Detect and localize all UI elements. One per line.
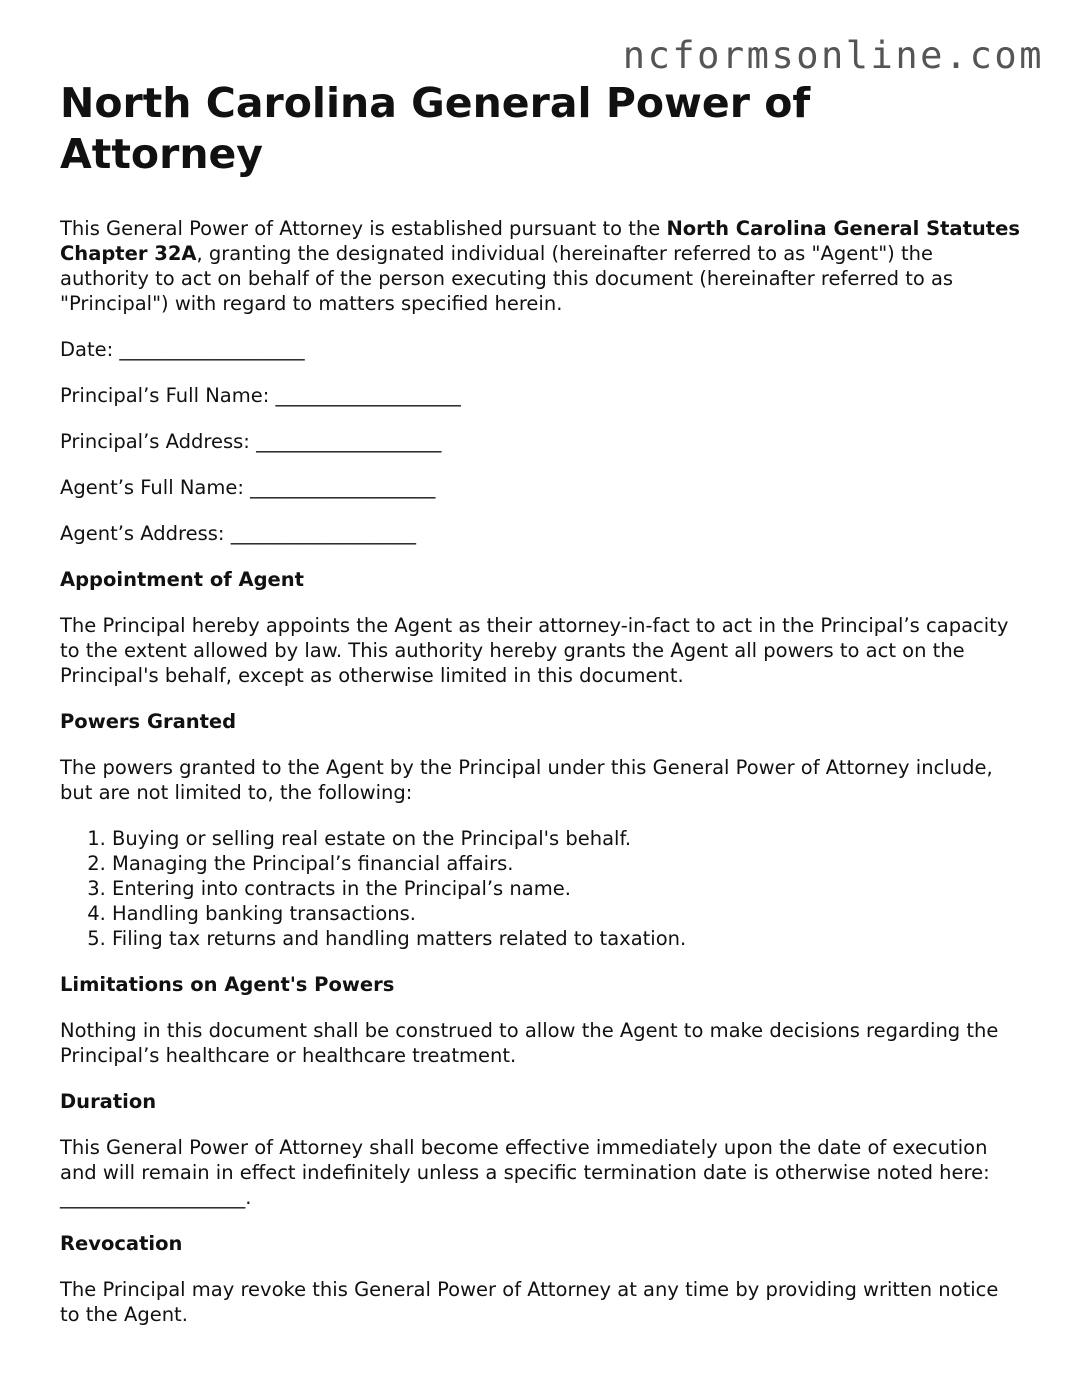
intro-text-end: , granting the designated individual (hereinafter referred to as "Agent") the authority to act on behalf of the person executing this document (hereinafter referred to as "Principal") with regard to matters specified herein. (60, 242, 954, 315)
revocation-body: The Principal may revoke this General Power of Attorney at any time by providing written notice to the Agent. (60, 1278, 999, 1326)
list-item: 1. Buying or selling real estate on the Principal's behalf. (112, 826, 1020, 851)
appointment-heading: Appointment of Agent (60, 568, 304, 591)
powers-heading: Powers Granted (60, 710, 237, 733)
date-field[interactable]: Date: ___________________ (60, 338, 305, 361)
intro-statute-reference: North Carolina General Statutes Chapter 32A (60, 217, 1020, 265)
intro-text-start: This General Power of Attorney is established pursuant to the (60, 217, 667, 240)
duration-heading: Duration (60, 1090, 157, 1113)
agent-address-field[interactable]: Agent’s Address: ___________________ (60, 522, 416, 545)
principal-name-field[interactable]: Principal’s Full Name: ___________________ (60, 384, 461, 407)
limitations-heading: Limitations on Agent's Powers (60, 973, 395, 996)
agent-name-field[interactable]: Agent’s Full Name: ___________________ (60, 476, 436, 499)
list-item: 2. Managing the Principal’s financial affairs. (112, 851, 1020, 876)
list-item: 3. Entering into contracts in the Principal’s name. (112, 876, 1020, 901)
revocation-heading: Revocation (60, 1232, 183, 1255)
watermark: ncformsonline.com (622, 34, 1044, 77)
powers-body: The powers granted to the Agent by the Principal under this General Power of Attorney include, but are not limited to, the following: (60, 756, 993, 804)
document-title: North Carolina General Power of Attorney (60, 79, 811, 178)
limitations-body: Nothing in this document shall be construed to allow the Agent to make decisions regarding the Principal’s healthcare or healthcare treatment. (60, 1019, 999, 1067)
appointment-body: The Principal hereby appoints the Agent as their attorney-in-fact to act in the Principal’s capacity to the extent allowed by law. This authority hereby grants the Agent all powers to act on the Principal's behalf, except as otherwise limited in this document. (60, 614, 1009, 687)
duration-body[interactable]: This General Power of Attorney shall become effective immediately upon the date of execution and will remain in effect indefinitely unless a specific termination date is otherwise noted here: ___________________. (60, 1136, 990, 1209)
principal-address-field[interactable]: Principal’s Address: ___________________ (60, 430, 442, 453)
list-item: 4. Handling banking transactions. (112, 901, 1020, 926)
powers-list (60, 826, 1020, 951)
intro-paragraph (60, 216, 1020, 316)
list-item: 5. Filing tax returns and handling matters related to taxation. (112, 926, 1020, 951)
document-page (60, 78, 1020, 1348)
